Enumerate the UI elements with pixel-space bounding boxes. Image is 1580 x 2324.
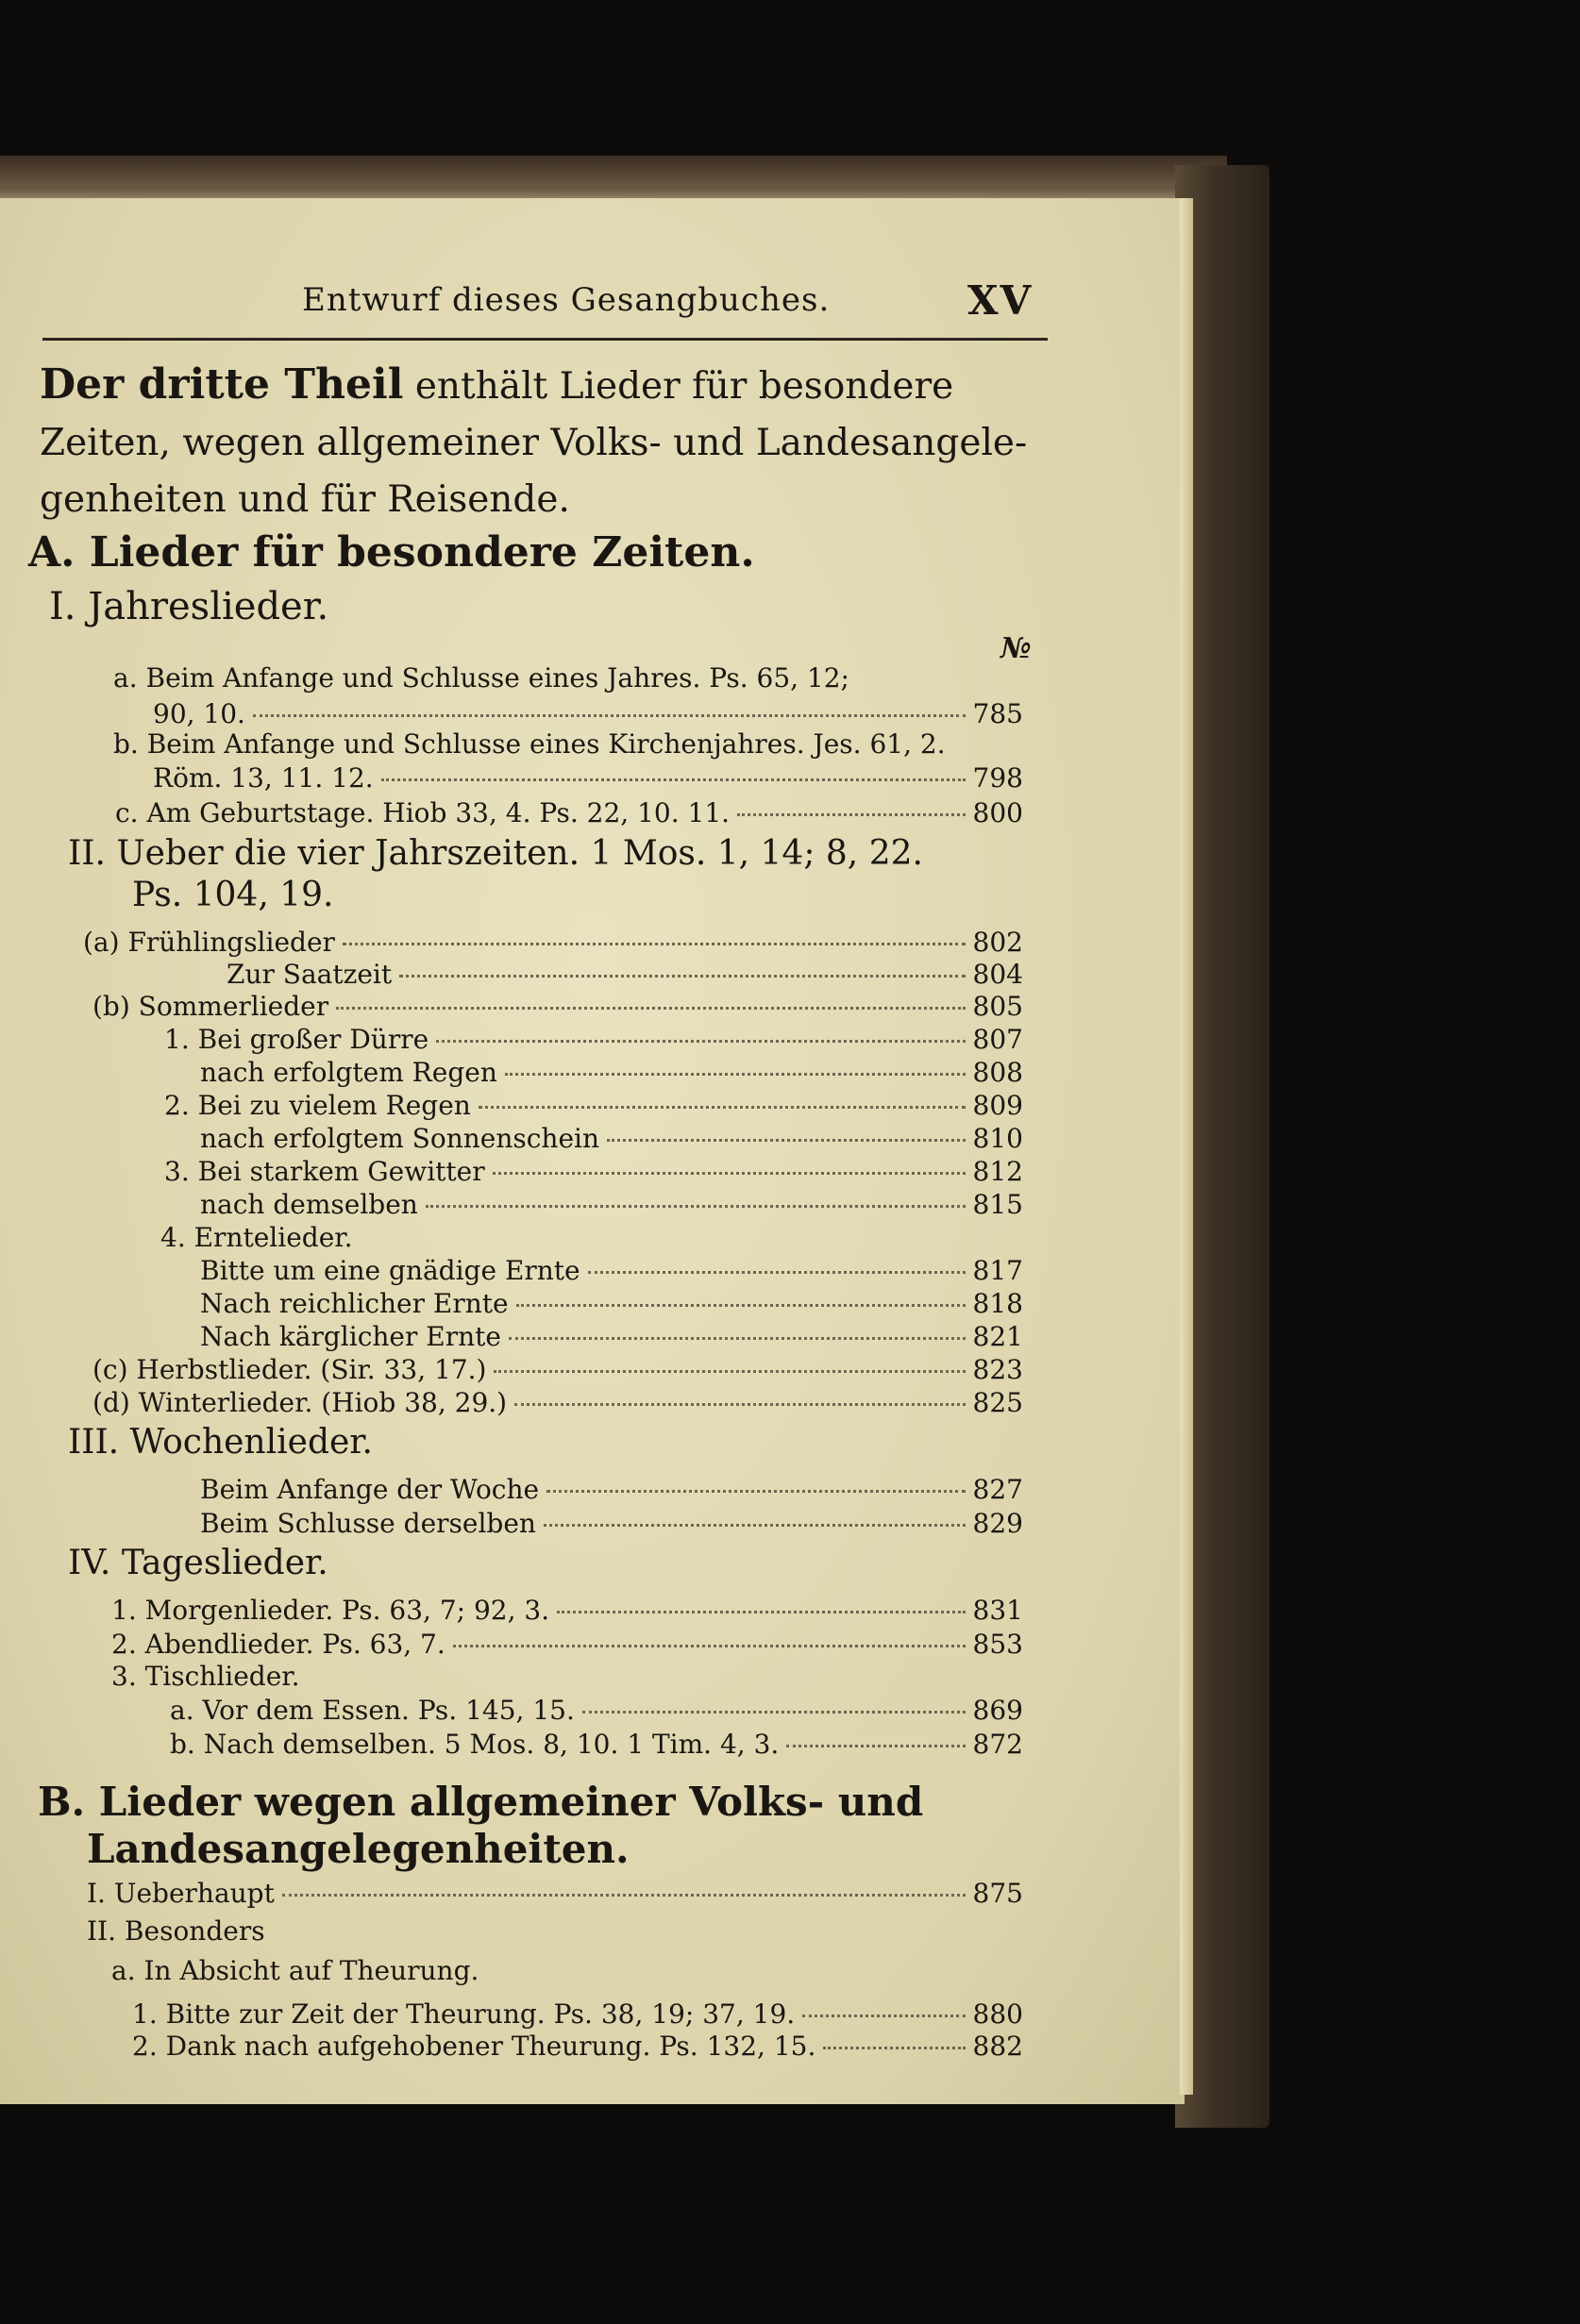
toc-entry [132,2031,1023,2063]
toc-entry-label: nach erfolgtem Sonnenschein [200,1123,600,1154]
toc-entry-number: 821 [972,1321,1023,1352]
part-iv-heading: IV. Tageslieder. [68,1544,328,1582]
intro-paragraph [40,357,1059,528]
toc-entry-label: 2. Dank nach aufgehobener Theurung. Ps. 132, 15. [132,2031,816,2062]
toc-entry-label: 2. Bei zu vielem Regen [164,1090,471,1121]
part-ii-heading-line2: Ps. 104, 19. [132,876,334,914]
toc-entry-number: 817 [972,1255,1023,1286]
toc-entry-number: 875 [972,1878,1023,1909]
running-head [0,277,1185,338]
toc-entry-number: 829 [972,1508,1023,1539]
section-b-heading [38,1779,982,1873]
toc-entry [200,1474,1023,1506]
toc-entry-label: 2. Abendlieder. Ps. 63, 7. [111,1629,445,1660]
number-sign: № [1000,632,1032,665]
leader-dots [823,2047,965,2049]
page-number: XV [967,277,1034,324]
toc-entry [153,762,1023,794]
toc-entry-label: nach erfolgtem Regen [200,1057,497,1088]
leader-dots [514,1403,965,1406]
toc-entry [164,1024,1023,1056]
toc-entry-label: (b) Sommerlieder [92,991,329,1022]
intro-line3: genheiten und für Reisende. [40,478,570,521]
toc-entry [200,1288,1023,1320]
section-a-heading: A. Lieder für besondere Zeiten. [28,528,755,577]
leader-dots [436,1040,965,1043]
leader-dots [282,1894,966,1897]
leader-dots [399,975,965,978]
toc-entry [170,1695,1023,1727]
header-rule [42,338,1048,341]
toc-entry-number: 785 [972,698,1023,729]
toc-entry-label: Beim Anfange der Woche [200,1474,540,1505]
toc-entry [83,927,1023,959]
toc-entry-number: 805 [972,991,1023,1022]
toc-entry-label: Nach reichlicher Ernte [200,1288,509,1319]
toc-entry-label: b. Nach demselben. 5 Mos. 8, 10. 1 Tim. 4, 3. [170,1729,780,1760]
toc-entry-label: Beim Schlusse derselben [200,1508,536,1539]
leader-dots [546,1490,965,1493]
toc-entry-number: 831 [972,1595,1023,1626]
leader-dots [588,1271,966,1274]
leader-dots [786,1745,965,1747]
part-i-heading: I. Jahreslieder. [49,585,329,628]
toc-entry-number: 798 [972,762,1023,794]
toc-entry [87,1878,1023,1910]
intro-lead: Der dritte Theil [40,360,404,409]
leader-dots [505,1073,966,1076]
toc-entry [111,1595,1023,1627]
section-b-line1: B. Lieder wegen allgemeiner Volks- und [38,1779,924,1825]
toc-entry-label: 3. Bei starkem Gewitter [164,1156,485,1187]
toc-entry-number: 869 [972,1695,1023,1726]
toc-entry [227,959,1023,991]
toc-entry-number: 815 [972,1189,1023,1220]
toc-entry [200,1189,1023,1221]
page-edges [1180,198,1193,2095]
toc-entry-number: 812 [972,1156,1023,1187]
toc-entry-number: 810 [972,1123,1023,1154]
toc-subheading: 3. Tischlieder. [111,1661,300,1692]
leader-dots [336,1007,965,1010]
toc-entry [164,1090,1023,1122]
toc-entry-label: a. Vor dem Essen. Ps. 145, 15. [170,1695,575,1726]
part-ii-heading: II. Ueber die vier Jahrszeiten. 1 Mos. 1, 14; 8, 22. [68,834,923,873]
toc-entry-line: a. Beim Anfange und Schlusse eines Jahres. Ps. 65, 12; [113,662,849,694]
toc-entry-number: 818 [972,1288,1023,1319]
toc-entry [111,1629,1023,1661]
toc-entry [153,698,1023,730]
toc-entry-label: 90, 10. [153,698,245,729]
part-iii-heading: III. Wochenlieder. [68,1423,373,1462]
toc-entry-label: Bitte um eine gnädige Ernte [200,1255,580,1286]
toc-entry [200,1255,1023,1287]
toc-entry-number: 872 [972,1729,1023,1760]
toc-entry [200,1321,1023,1353]
toc-entry-number: 823 [972,1354,1023,1385]
toc-entry-number: 804 [972,959,1023,990]
toc-entry-label: (c) Herbstlieder. (Sir. 33, 17.) [92,1354,487,1385]
leader-dots [426,1205,966,1208]
toc-entry-number: 853 [972,1629,1023,1660]
leader-dots [253,714,966,717]
toc-entry-label: c. Am Geburtstage. Hiob 33, 4. Ps. 22, 10. 11. [115,797,731,828]
toc-entry-label: Röm. 13, 11. 12. [153,762,374,794]
toc-entry-label: Zur Saatzeit [227,959,393,990]
leader-dots [544,1524,966,1527]
leader-dots [737,813,966,816]
toc-entry-number: 800 [972,797,1023,828]
leader-dots [516,1304,966,1307]
leader-dots [509,1337,966,1340]
leader-dots [607,1139,966,1142]
toc-entry-label: 1. Morgenlieder. Ps. 63, 7; 92, 3. [111,1595,550,1626]
toc-entry [170,1729,1023,1761]
toc-entry-number: 882 [972,2031,1023,2062]
leader-dots [453,1645,966,1647]
toc-entry [92,991,1023,1023]
toc-subheading: II. Besonders [87,1915,265,1947]
intro-line1: enthält Lieder für besondere [414,365,954,408]
toc-entry-label: Nach kärglicher Ernte [200,1321,501,1352]
toc-entry-number: 827 [972,1474,1023,1505]
leader-dots [479,1106,966,1109]
toc-entry-line: b. Beim Anfange und Schlusse eines Kirchenjahres. Jes. 61, 2. [113,728,946,760]
toc-entry-number: 825 [972,1387,1023,1418]
toc-entry-number: 802 [972,927,1023,958]
running-head-title: Entwurf dieses Gesangbuches. [302,281,831,319]
toc-entry-number: 808 [972,1057,1023,1088]
intro-line2: Zeiten, wegen allgemeiner Volks- und Landesangele- [40,422,1028,464]
leader-dots [381,778,966,781]
leader-dots [494,1370,965,1373]
toc-subheading: a. In Absicht auf Theurung. [111,1955,479,1986]
toc-entry [92,1354,1023,1386]
toc-subheading: 4. Erntelieder. [160,1222,353,1253]
toc-entry [115,797,1023,829]
toc-entry [132,1998,1023,2031]
toc-entry [200,1123,1023,1155]
toc-entry-label: 1. Bitte zur Zeit der Theurung. Ps. 38, 19; 37, 19. [132,1998,796,2030]
toc-entry-label: 1. Bei großer Dürre [164,1024,429,1055]
leader-dots [802,2015,965,2017]
toc-entry-number: 880 [972,1998,1023,2030]
toc-entry [164,1156,1023,1188]
toc-entry-label: (a) Frühlingslieder [83,927,335,958]
toc-entry-label: I. Ueberhaupt [87,1878,275,1909]
toc-entry-label: (d) Winterlieder. (Hiob 38, 29.) [92,1387,508,1418]
toc-entry-number: 807 [972,1024,1023,1055]
leader-dots [557,1611,965,1613]
leader-dots [343,943,966,945]
toc-entry [200,1508,1023,1540]
leader-dots [493,1172,966,1175]
toc-entry [200,1057,1023,1089]
section-b-line2: Landesangelegenheiten. [87,1826,630,1872]
leader-dots [582,1711,966,1714]
toc-entry-number: 809 [972,1090,1023,1121]
toc-entry-label: nach demselben [200,1189,418,1220]
toc-entry [92,1387,1023,1419]
